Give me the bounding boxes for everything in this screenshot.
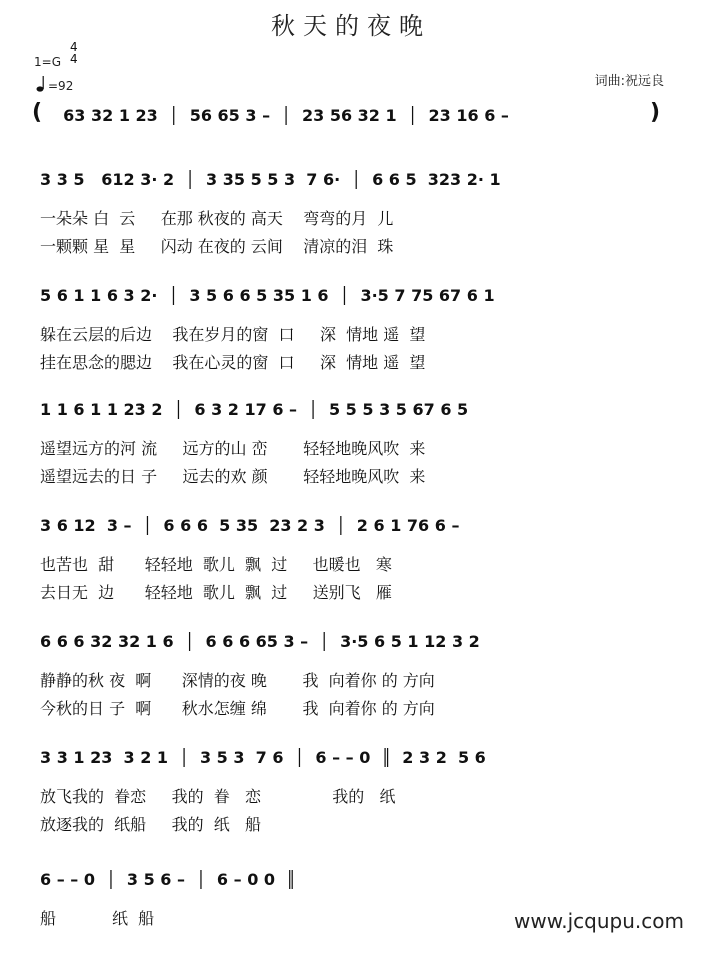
lyric-verse-1: 遥望远方的河 流 远方的山 峦 轻轻地晚风吹 来 <box>40 439 426 458</box>
system-notes: 1 1 6 1 1 23 2 │ 6 3 2 17 6 – │ 5 5 5 3 5 67 6 5 <box>40 399 469 419</box>
time-signature-bottom: 4 <box>70 52 78 66</box>
intro-close-paren: ) <box>650 100 661 125</box>
site-watermark: www.jcqupu.com <box>514 909 684 933</box>
quarter-note-icon <box>36 75 46 93</box>
lyric-verse-1: 躲在云层的后边 我在岁月的窗 口 深 情地 遥 望 <box>40 325 426 344</box>
lyric-verse-1: 静静的秋 夜 啊 深情的夜 晚 我 向着你 的 方向 <box>40 671 435 690</box>
system-notes: 6 – – 0 │ 3 5 6 – │ 6 – 0 0 ║ <box>40 869 296 889</box>
system-1 <box>40 166 672 266</box>
lyric-verse-1: 也苦也 甜 轻轻地 歌儿 飘 过 也暖也 寒 <box>40 555 392 574</box>
lyric-verse-1: 放飞我的 眷恋 我的 眷 恋 我的 纸 <box>40 787 396 806</box>
lyric-verse-2: 去日无 边 轻轻地 歌儿 飘 过 送别飞 雁 <box>40 583 392 602</box>
key-signature: 1=G <box>34 55 61 69</box>
system-notes: 3 6 12 3 – │ 6 6 6 5 35 23 2 3 │ 2 6 1 76 6 – <box>40 515 460 535</box>
system-6 <box>40 744 672 844</box>
lyric-verse-1: 船 纸 船 <box>40 909 155 928</box>
time-signature-top: 4 <box>70 40 78 54</box>
system-notes: 3 3 5 612 3· 2 │ 3 35 5 5 3 7 6· │ 6 6 5 323 2· 1 <box>40 169 501 189</box>
lyric-verse-2: 挂在思念的腮边 我在心灵的窗 口 深 情地 遥 望 <box>40 353 426 372</box>
system-notes: 5 6 1 1 6 3 2· │ 3 5 6 6 5 35 1 6 │ 3·5 7 75 67 6 1 <box>40 285 495 305</box>
lyric-verse-2: 遥望远去的日 子 远去的欢 颜 轻轻地晚风吹 来 <box>40 467 426 486</box>
system-notes: 6 6 6 32 32 1 6 │ 6 6 6 65 3 – │ 3·5 6 5 1 12 3 2 <box>40 631 480 651</box>
system-7 <box>40 866 440 966</box>
credit: 词曲:祝远良 <box>594 74 664 89</box>
time-signature <box>70 41 78 65</box>
intro-open-paren: ( <box>32 100 43 125</box>
lyric-verse-2: 一颗颗 星 星 闪动 在夜的 云间 清凉的泪 珠 <box>40 237 394 256</box>
system-4 <box>40 512 672 612</box>
system-notes: 3 3 1 23 3 2 1 │ 3 5 3 7 6 │ 6 – – 0 ║ 2 3 2 5 6 <box>40 747 486 767</box>
system-5 <box>40 628 672 728</box>
song-title: 秋天的夜晚 <box>271 12 431 40</box>
system-3 <box>40 396 672 496</box>
intro-notes: 63 32 1 23 │ 56 65 3 – │ 23 56 32 1 │ 23 16 6 – <box>52 105 509 125</box>
system-2 <box>40 282 672 382</box>
lyric-verse-1: 一朵朵 白 云 在那 秋夜的 高天 弯弯的月 儿 <box>40 209 394 228</box>
lyric-verse-2: 今秋的日 子 啊 秋水怎缠 绵 我 向着你 的 方向 <box>40 699 435 718</box>
lyric-verse-2: 放逐我的 纸船 我的 纸 船 <box>40 815 262 834</box>
tempo-marking: =92 <box>48 79 74 93</box>
